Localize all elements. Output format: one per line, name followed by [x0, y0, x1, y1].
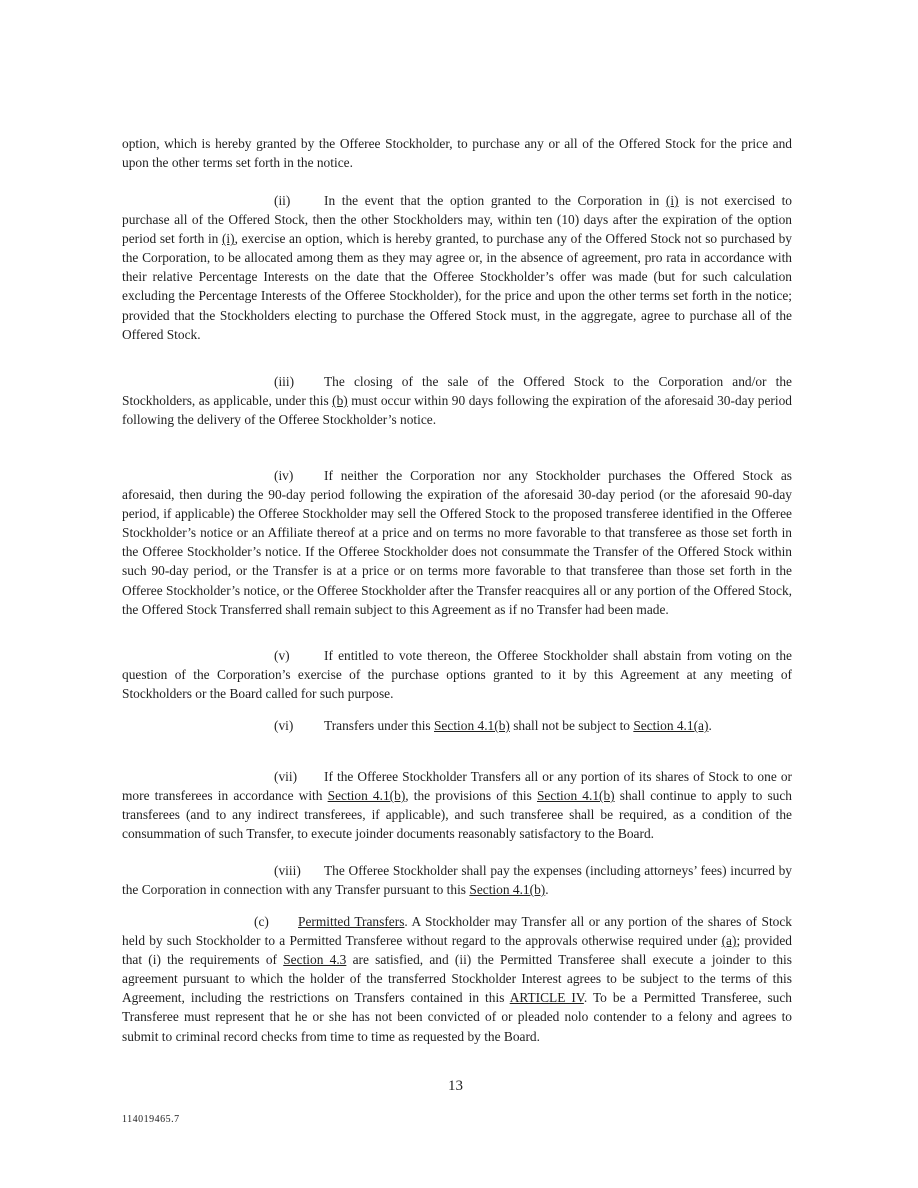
- cross-reference-link[interactable]: Section 4.1(b): [536, 788, 615, 804]
- cross-reference-link[interactable]: (b): [332, 393, 348, 409]
- cross-reference-link[interactable]: (i): [665, 193, 679, 208]
- cross-reference-link[interactable]: ARTICLE IV: [509, 990, 584, 1006]
- cross-reference-link[interactable]: Section 4.1(b): [469, 882, 546, 898]
- cross-reference-link[interactable]: Section 4.1(b): [327, 788, 406, 804]
- clause-number: (v): [274, 648, 290, 663]
- paragraph-v: (v) If entitled to vote thereon, the Offeree Stockholder shall abstain from voting on the question of the Corporation’s exercise of the purchase options granted to it by this Agreement at any meeting of Stockholders or the Board called for such purpose.: [122, 648, 792, 702]
- cross-reference-link[interactable]: (i): [221, 231, 235, 247]
- clause-number: (viii): [274, 863, 301, 878]
- paragraph-vi: (vi) Transfers under this Section 4.1(b) shall not be subject to Section 4.1(a).: [122, 716, 792, 735]
- page-number: 13: [448, 1078, 463, 1094]
- cross-reference-link[interactable]: (a): [721, 933, 737, 949]
- clause-number: (vii): [274, 769, 298, 784]
- paragraph-iv: (iv) If neither the Corporation nor any Stockholder purchases the Offered Stock as aforesaid, then during the 90-day period following the expiration of the aforesaid 30-day period (or the aforesaid 90-day period, if applicable) the Offeree Stockholder may sell the Offered Stock to the proposed transferee identified in the Offeree Stockholder’s notice or an Affiliate thereof at a price and on terms no more favorable to that transferee as those set forth in the Offeree Stockholder’s notice. If the Offeree Stockholder does not consummate the Transfer of the Offered Stock within such 90-day period, or the Transfer is at a price or on terms more favorable to that transferee than those set forth in the Offeree Stockholder’s notice, or the Offeree Stockholder after the Transfer reacquires all or any portion of the Offered Stock, the Offered Stock Transferred shall remain subject to this Agreement as if no Transfer had been made.: [122, 468, 792, 617]
- paragraph-iii: (iii) The closing of the sale of the Offered Stock to the Corporation and/or the Stockholders, as applicable, under this (b) must occur within 90 days following the expiration of the aforesaid 30-day period following the delivery of the Offeree Stockholder’s notice.: [122, 374, 792, 428]
- cross-reference-link[interactable]: Section 4.1(a): [633, 718, 709, 733]
- clause-number: (ii): [274, 193, 291, 208]
- clause-number: (iv): [274, 468, 294, 483]
- cross-reference-link[interactable]: Section 4.3: [283, 952, 347, 968]
- clause-number: (vi): [274, 718, 294, 733]
- paragraph-vii: (vii) If the Offeree Stockholder Transfers all or any portion of its shares of Stock to one or more transferees in accordance with Section 4.1(b), the provisions of this Section 4.1(b) shall continue to apply to such transferees (and to any indirect transferees, if applicable), and such transferee shall be required, as a condition of the consummation of such Transfer, to execute joinder documents reasonably satisfactory to the Board.: [122, 769, 792, 842]
- paragraph-c: (c) Permitted Transfers. A Stockholder may Transfer all or any portion of the shares of Stock held by such Stockholder to a Permitted Transferee without regard to the approvals otherwise required under (a); provided that (i) the requirements of Section 4.3 are satisfied, and (ii) the Permitted Transferee shall execute a joinder to this agreement pursuant to which the holder of the transferred Stockholder Interest agrees to be subject to the terms of this Agreement, including the restrictions on Transfers contained in this ARTICLE IV. To be a Permitted Transferee, such Transferee must represent that he or she has not been convicted of or pleaded nolo contender to a felony and agrees to submit to criminal record checks from time to time as requested by the Board.: [122, 914, 792, 1044]
- clause-number: (iii): [274, 374, 295, 389]
- clause-number: (c): [254, 914, 269, 929]
- paragraph-continuation: option, which is hereby granted by the Offeree Stockholder, to purchase any or all of the Offered Stock for the price and upon the other terms set forth in the notice.: [122, 136, 792, 171]
- document-id: 114019465.7: [122, 1114, 180, 1125]
- paragraph-viii: (viii) The Offeree Stockholder shall pay the expenses (including attorneys’ fees) incurred by the Corporation in connection with any Transfer pursuant to this Section 4.1(b).: [122, 863, 792, 898]
- paragraph-ii: (ii) In the event that the option granted to the Corporation in (i) is not exercised to purchase all of the Offered Stock, then the other Stockholders may, within ten (10) days after the expiration of the option period set forth in (i), exercise an option, which is hereby granted, to purchase any of the Offered Stock not so purchased by the Corporation, to be allocated among them as they may agree or, in the absence of agreement, pro rata in accordance with their relative Percentage Interests on the date that the Offeree Stockholder’s offer was made (but for such calculation excluding the Percentage Interests of the Offeree Stockholder), for the price and upon the other terms set forth in the notice; provided that the Stockholders electing to purchase the Offered Stock must, in the aggregate, agree to purchase all of the Offered Stock.: [122, 193, 792, 342]
- section-heading: Permitted Transfers: [298, 914, 405, 929]
- cross-reference-link[interactable]: Section 4.1(b): [433, 718, 510, 733]
